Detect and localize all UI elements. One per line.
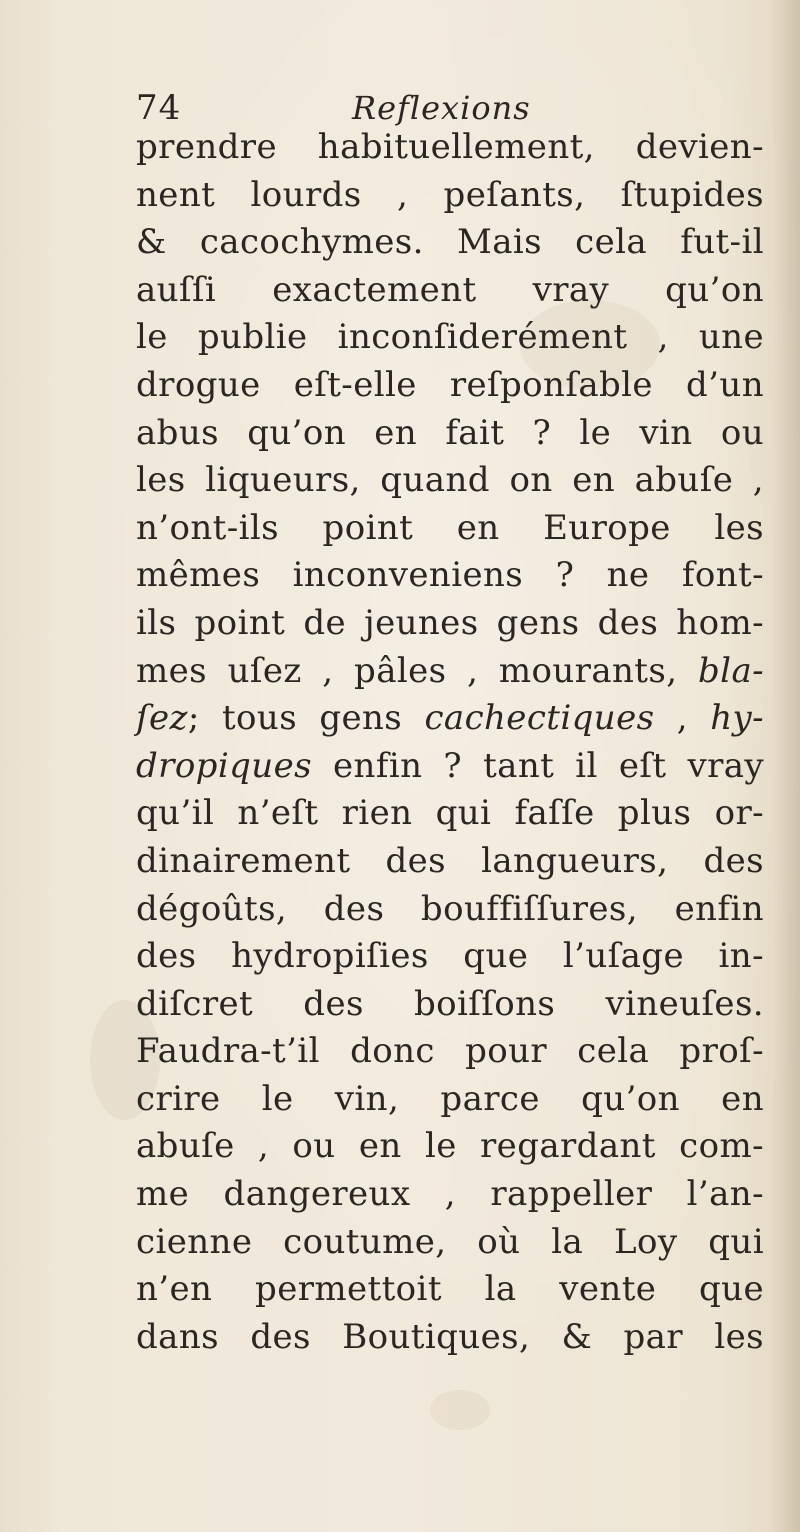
text-run: enfin ? tant il eſt vray: [311, 745, 764, 786]
italic-run: bla-: [698, 650, 764, 691]
text-line: [136, 933, 764, 981]
text-line: [136, 600, 764, 648]
italic-run: dropiques: [136, 745, 312, 786]
text-run: cienne coutume, où la Loy qui: [136, 1221, 764, 1262]
text-run: ,: [654, 698, 711, 739]
paper-stain: [430, 1390, 490, 1430]
text-run: des hydropiſies que l’uſage in-: [136, 936, 764, 977]
text-run: prendre habituellement, devien-: [136, 127, 764, 167]
italic-run: ſez: [136, 698, 188, 739]
text-line: [136, 505, 764, 553]
page-number: 74: [136, 88, 182, 128]
text-line: [136, 1076, 764, 1124]
text-line: [136, 1028, 764, 1076]
text-line: [136, 219, 764, 267]
running-head: Reflexions: [352, 89, 531, 127]
text-line: [136, 648, 764, 696]
text-run: n’ont-ils point en Europe les: [136, 507, 764, 548]
text-run: les liqueurs, quand on en abuſe ,: [136, 460, 764, 501]
text-run: & cacochymes. Mais cela fut-il: [136, 222, 764, 263]
text-line: [136, 1266, 764, 1314]
text-run: diſcret des boiſſons vineuſes.: [136, 983, 764, 1024]
italic-run: hy-: [710, 698, 765, 739]
text-line: [136, 552, 764, 600]
text-run: me dangereux , rappeller l’an-: [136, 1174, 764, 1215]
text-line: [136, 267, 764, 315]
text-run: le publie inconſiderément , une: [136, 317, 764, 358]
body-text: [136, 124, 764, 1361]
text-run: dans des Boutiques, & par les: [136, 1316, 764, 1357]
text-line: [136, 457, 764, 505]
text-line: [136, 362, 764, 410]
text-line: [136, 314, 764, 362]
text-run: Faudra-t’il donc pour cela proſ-: [136, 1031, 764, 1072]
text-line: [136, 1123, 764, 1171]
text-line: [136, 790, 764, 838]
text-line: [136, 695, 764, 743]
text-run: abuſe , ou en le regardant com-: [136, 1126, 764, 1167]
text-run: mêmes inconveniens ? ne font-: [136, 555, 764, 596]
text-run: ; tous gens: [187, 698, 425, 739]
text-line: [136, 172, 764, 220]
text-line: [136, 743, 764, 791]
text-run: dégoûts, des bouffiſſures, enfin: [136, 888, 764, 929]
text-run: n’en permettoit la vente que: [136, 1269, 764, 1310]
text-run: ils point de jeunes gens des hom-: [136, 602, 764, 643]
text-line: [136, 838, 764, 886]
text-line: [136, 1171, 764, 1219]
text-line: [136, 124, 764, 172]
text-run: mes uſez , pâles , mourants,: [136, 650, 698, 691]
text-run: abus qu’on en fait ? le vin ou: [136, 412, 764, 453]
text-line: [136, 886, 764, 934]
text-line: [136, 410, 764, 458]
text-line: [136, 1314, 764, 1362]
text-run: dinairement des langueurs, des: [136, 840, 764, 881]
italic-run: cachectiques: [424, 698, 655, 739]
text-line: [136, 1219, 764, 1267]
text-run: nent lourds , peſants, ſtupides: [136, 174, 764, 215]
text-run: crire le vin, parce qu’on en: [136, 1078, 764, 1119]
page-edge-shadow: [772, 0, 800, 1532]
text-line: [136, 981, 764, 1029]
text-run: auſſi exactement vray qu’on: [136, 269, 764, 310]
text-run: qu’il n’eſt rien qui faſſe plus or-: [136, 793, 764, 834]
text-run: drogue eſt-elle reſponſable d’un: [136, 364, 764, 405]
